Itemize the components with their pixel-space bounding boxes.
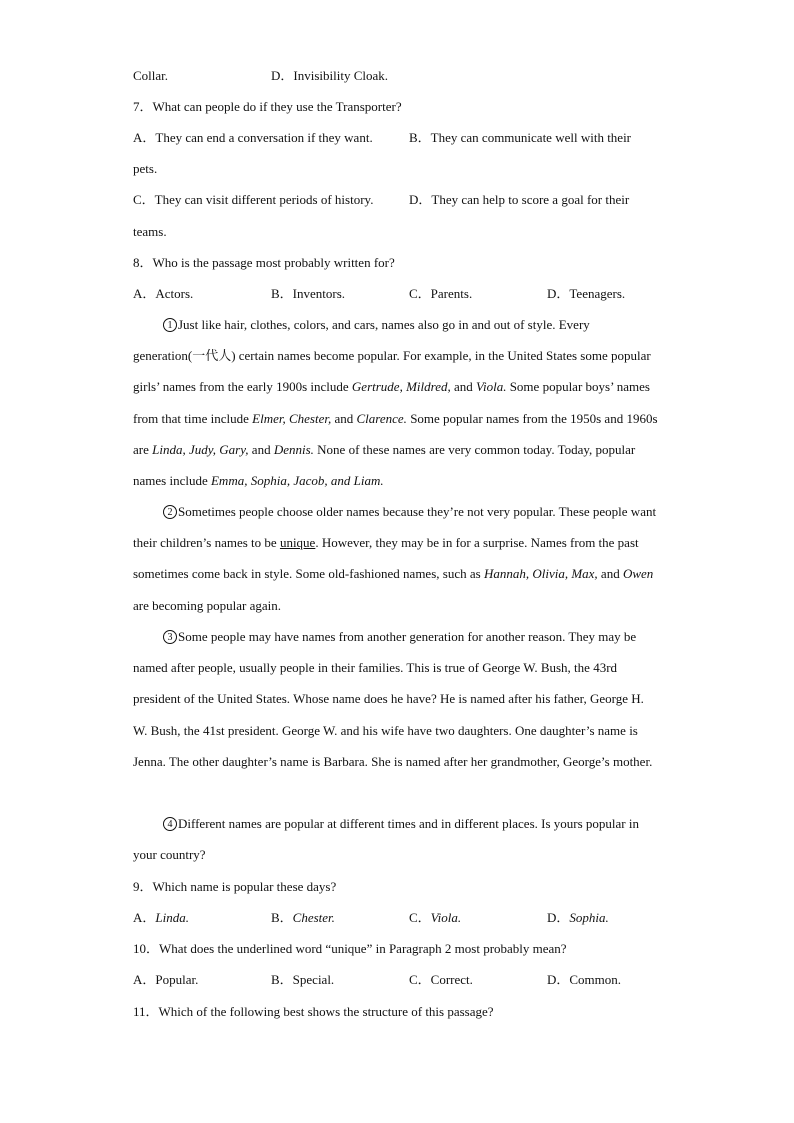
paragraph-number-4: 4: [163, 817, 177, 831]
q10-stem: 10．What does the underlined word “unique” in Paragraph 2 most probably mean?: [133, 941, 567, 956]
q8-option-c: C．Parents.: [409, 286, 473, 301]
paragraph-number-1: 1: [163, 318, 177, 332]
passage-paragraph-3: 3 Some people may have names from another generation for another reason. They may be named after people, usually people in their families. This is true of George W. Bush, the 43rd president of the United States. Whose name does he have? He is named after his father, George H. W. Bush, the 41st president. George W. and his wife have two daughters. One daughter’s name is Jenna. The other daughter’s name is Barbara. She is named after her grandmother, George’s mother.: [133, 629, 653, 769]
q9-option-b: B．Chester.: [271, 910, 335, 925]
q7-option-a: A．They can end a conversation if they want.: [133, 130, 373, 145]
q8-option-d: D．Teenagers.: [547, 286, 626, 301]
passage-paragraph-1: 1 Just like hair, clothes, colors, and cars, names also go in and out of style. Every generation(一代人) certain names become popular. For example, in the United States some popular girls’ names from the early 1900s include Gertrude, Mildred, and Viola. Some popular boys’ names from that time include Elmer, Chester, and Clarence. Some popular names from the 1950s and 1960s are Linda, Judy, Gary, and Dennis. None of these names are very common today. Today, popular names include Emma, Sophia, Jacob, and Liam.: [133, 317, 658, 489]
q11-stem: 11．Which of the following best shows the structure of this passage?: [133, 1004, 494, 1019]
q7-stem: 7．What can people do if they use the Transporter?: [133, 99, 402, 114]
paragraph-number-3: 3: [163, 630, 177, 644]
q8-option-a: A．Actors.: [133, 286, 194, 301]
q7-option-d-continued: teams.: [133, 224, 167, 239]
paragraph-number-2: 2: [163, 505, 177, 519]
q9-option-c: C．Viola.: [409, 910, 462, 925]
q8-stem: 8．Who is the passage most probably written for?: [133, 255, 395, 270]
q7-option-d: D．They can help to score a goal for their: [409, 192, 630, 207]
q7-option-b: B．They can communicate well with their: [409, 130, 632, 145]
passage-paragraph-2: 2 Sometimes people choose older names because they’re not very popular. These people want their children’s names to be unique. However, they may be in for a surprise. Names from the past sometimes come back in style. Some old-fashioned names, such as Hannah, Olivia, Max, and Owen are becoming popular again.: [133, 504, 657, 613]
q7-option-c: C．They can visit different periods of history.: [133, 192, 374, 207]
q10-option-c: C．Correct.: [409, 972, 473, 987]
q10-option-b: B．Special.: [271, 972, 335, 987]
q7-option-b-continued: pets.: [133, 161, 158, 176]
q9-stem: 9．Which name is popular these days?: [133, 879, 337, 894]
q9-option-d: D．Sophia.: [547, 910, 609, 925]
q6-option-c-tail: Collar.: [133, 68, 169, 83]
underlined-word-unique: unique: [279, 535, 316, 551]
q6-option-d: D．Invisibility Cloak.: [271, 68, 389, 83]
q10-option-d: D．Common.: [547, 972, 622, 987]
q8-option-b: B．Inventors.: [271, 286, 346, 301]
passage-paragraph-4: 4 Different names are popular at different times and in different places. Is yours popular in your country?: [133, 816, 639, 863]
q10-option-a: A．Popular.: [133, 972, 199, 987]
q9-option-a: A．Linda.: [133, 910, 189, 925]
